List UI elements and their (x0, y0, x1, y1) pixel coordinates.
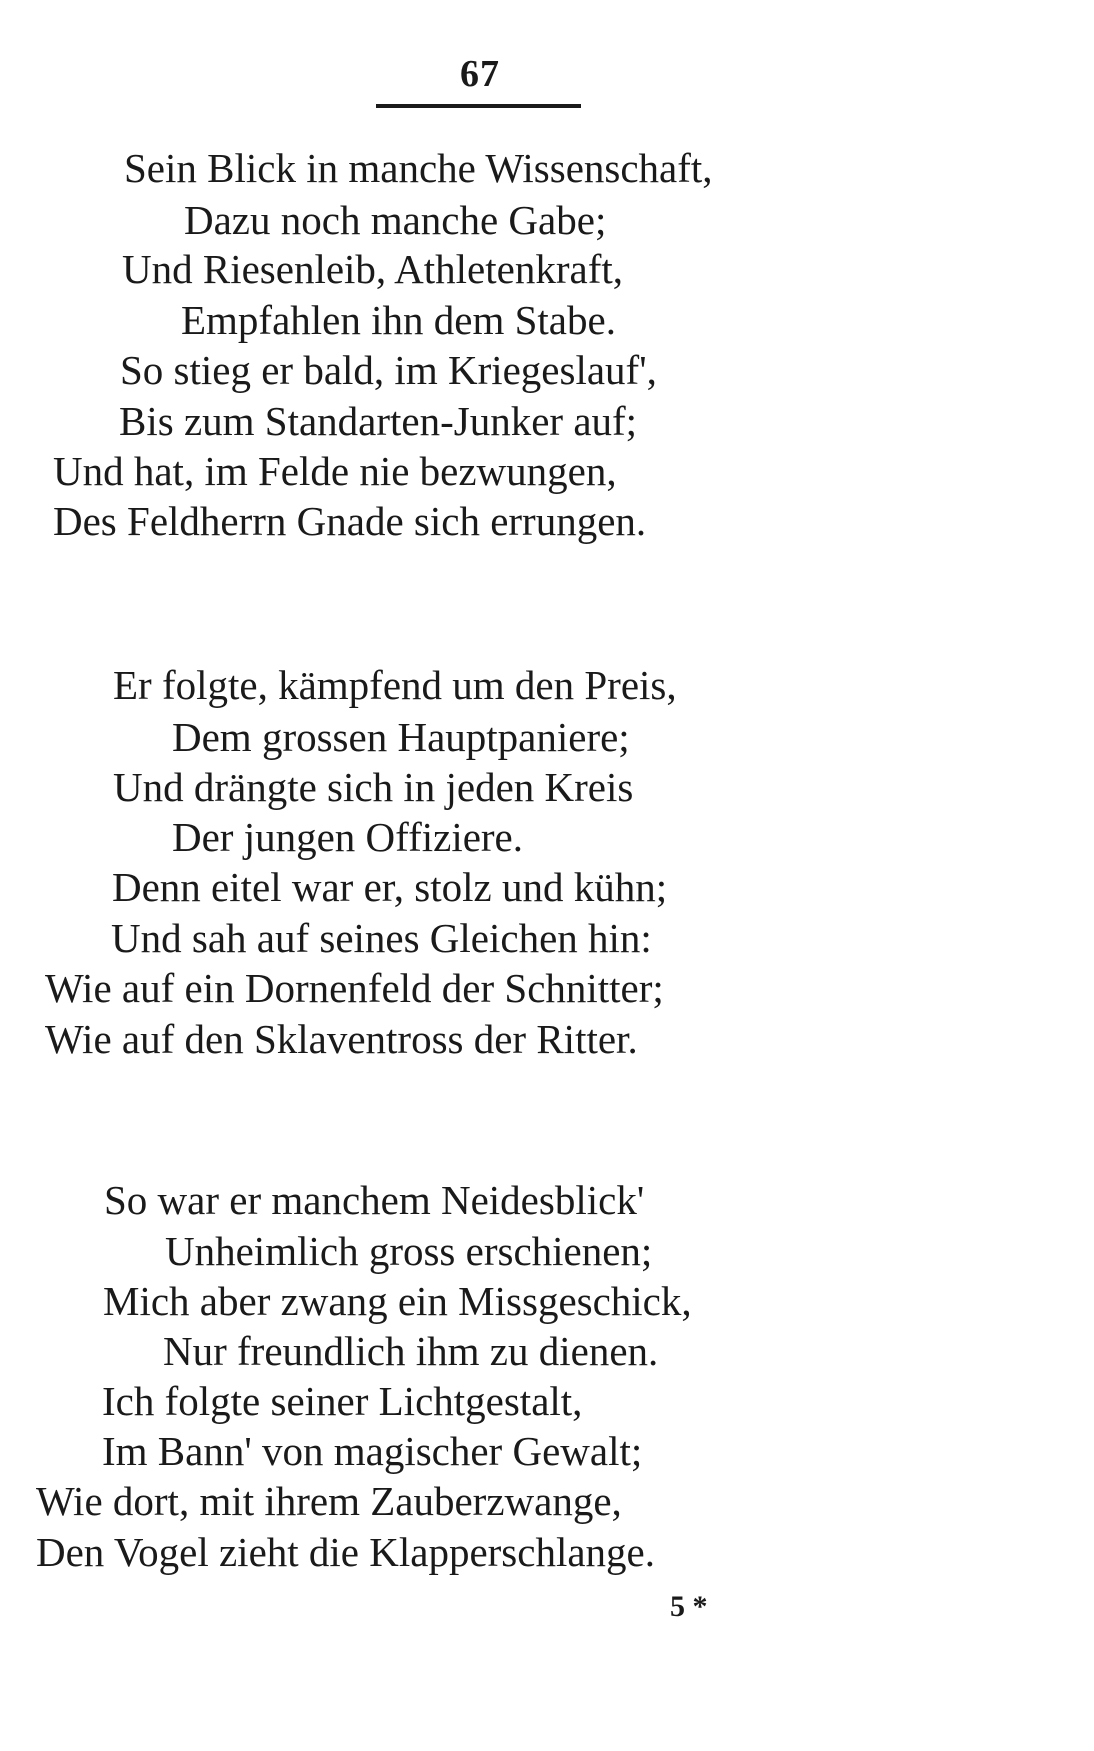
verse-line: Bis zum Standarten-Junker auf; (119, 398, 638, 444)
signature-mark: 5 * (670, 1590, 708, 1623)
verse-line: Im Bann' von magischer Gewalt; (102, 1428, 643, 1474)
verse-line: Wie auf den Sklaventross der Ritter. (45, 1016, 638, 1062)
verse-line: Des Feldherrn Gnade sich errungen. (53, 498, 647, 544)
verse-line: Wie dort, mit ihrem Zauberzwange, (36, 1478, 622, 1524)
verse-line: Und sah auf seines Gleichen hin: (111, 915, 652, 961)
verse-line: Und drängte sich in jeden Kreis (113, 764, 634, 810)
verse-line: Dem grossen Hauptpaniere; (172, 714, 630, 760)
verse-line: Unheimlich gross erschienen; (165, 1228, 653, 1274)
page-number: 67 (460, 53, 500, 95)
verse-line: Und Riesenleib, Athletenkraft, (122, 246, 623, 292)
verse-line: So stieg er bald, im Kriegeslauf', (120, 347, 657, 393)
header-rule (376, 104, 581, 108)
verse-line: Nur freundlich ihm zu dienen. (163, 1328, 659, 1374)
verse-line: Mich aber zwang ein Missgeschick, (103, 1278, 692, 1324)
verse-line: Er folgte, kämpfend um den Preis, (113, 662, 677, 708)
verse-line: Den Vogel zieht die Klapperschlange. (36, 1529, 655, 1575)
verse-line: Dazu noch manche Gabe; (184, 197, 607, 243)
verse-line: Wie auf ein Dornenfeld der Schnitter; (45, 965, 664, 1011)
verse-line: Ich folgte seiner Lichtgestalt, (102, 1378, 583, 1424)
verse-line: Der jungen Offiziere. (172, 814, 524, 860)
verse-line: Empfahlen ihn dem Stabe. (181, 297, 616, 343)
verse-line: Denn eitel war er, stolz und kühn; (112, 864, 668, 910)
verse-line: Und hat, im Felde nie bezwungen, (53, 448, 617, 494)
verse-line: So war er manchem Neidesblick' (104, 1177, 645, 1223)
verse-line: Sein Blick in manche Wissenschaft, (124, 145, 713, 191)
